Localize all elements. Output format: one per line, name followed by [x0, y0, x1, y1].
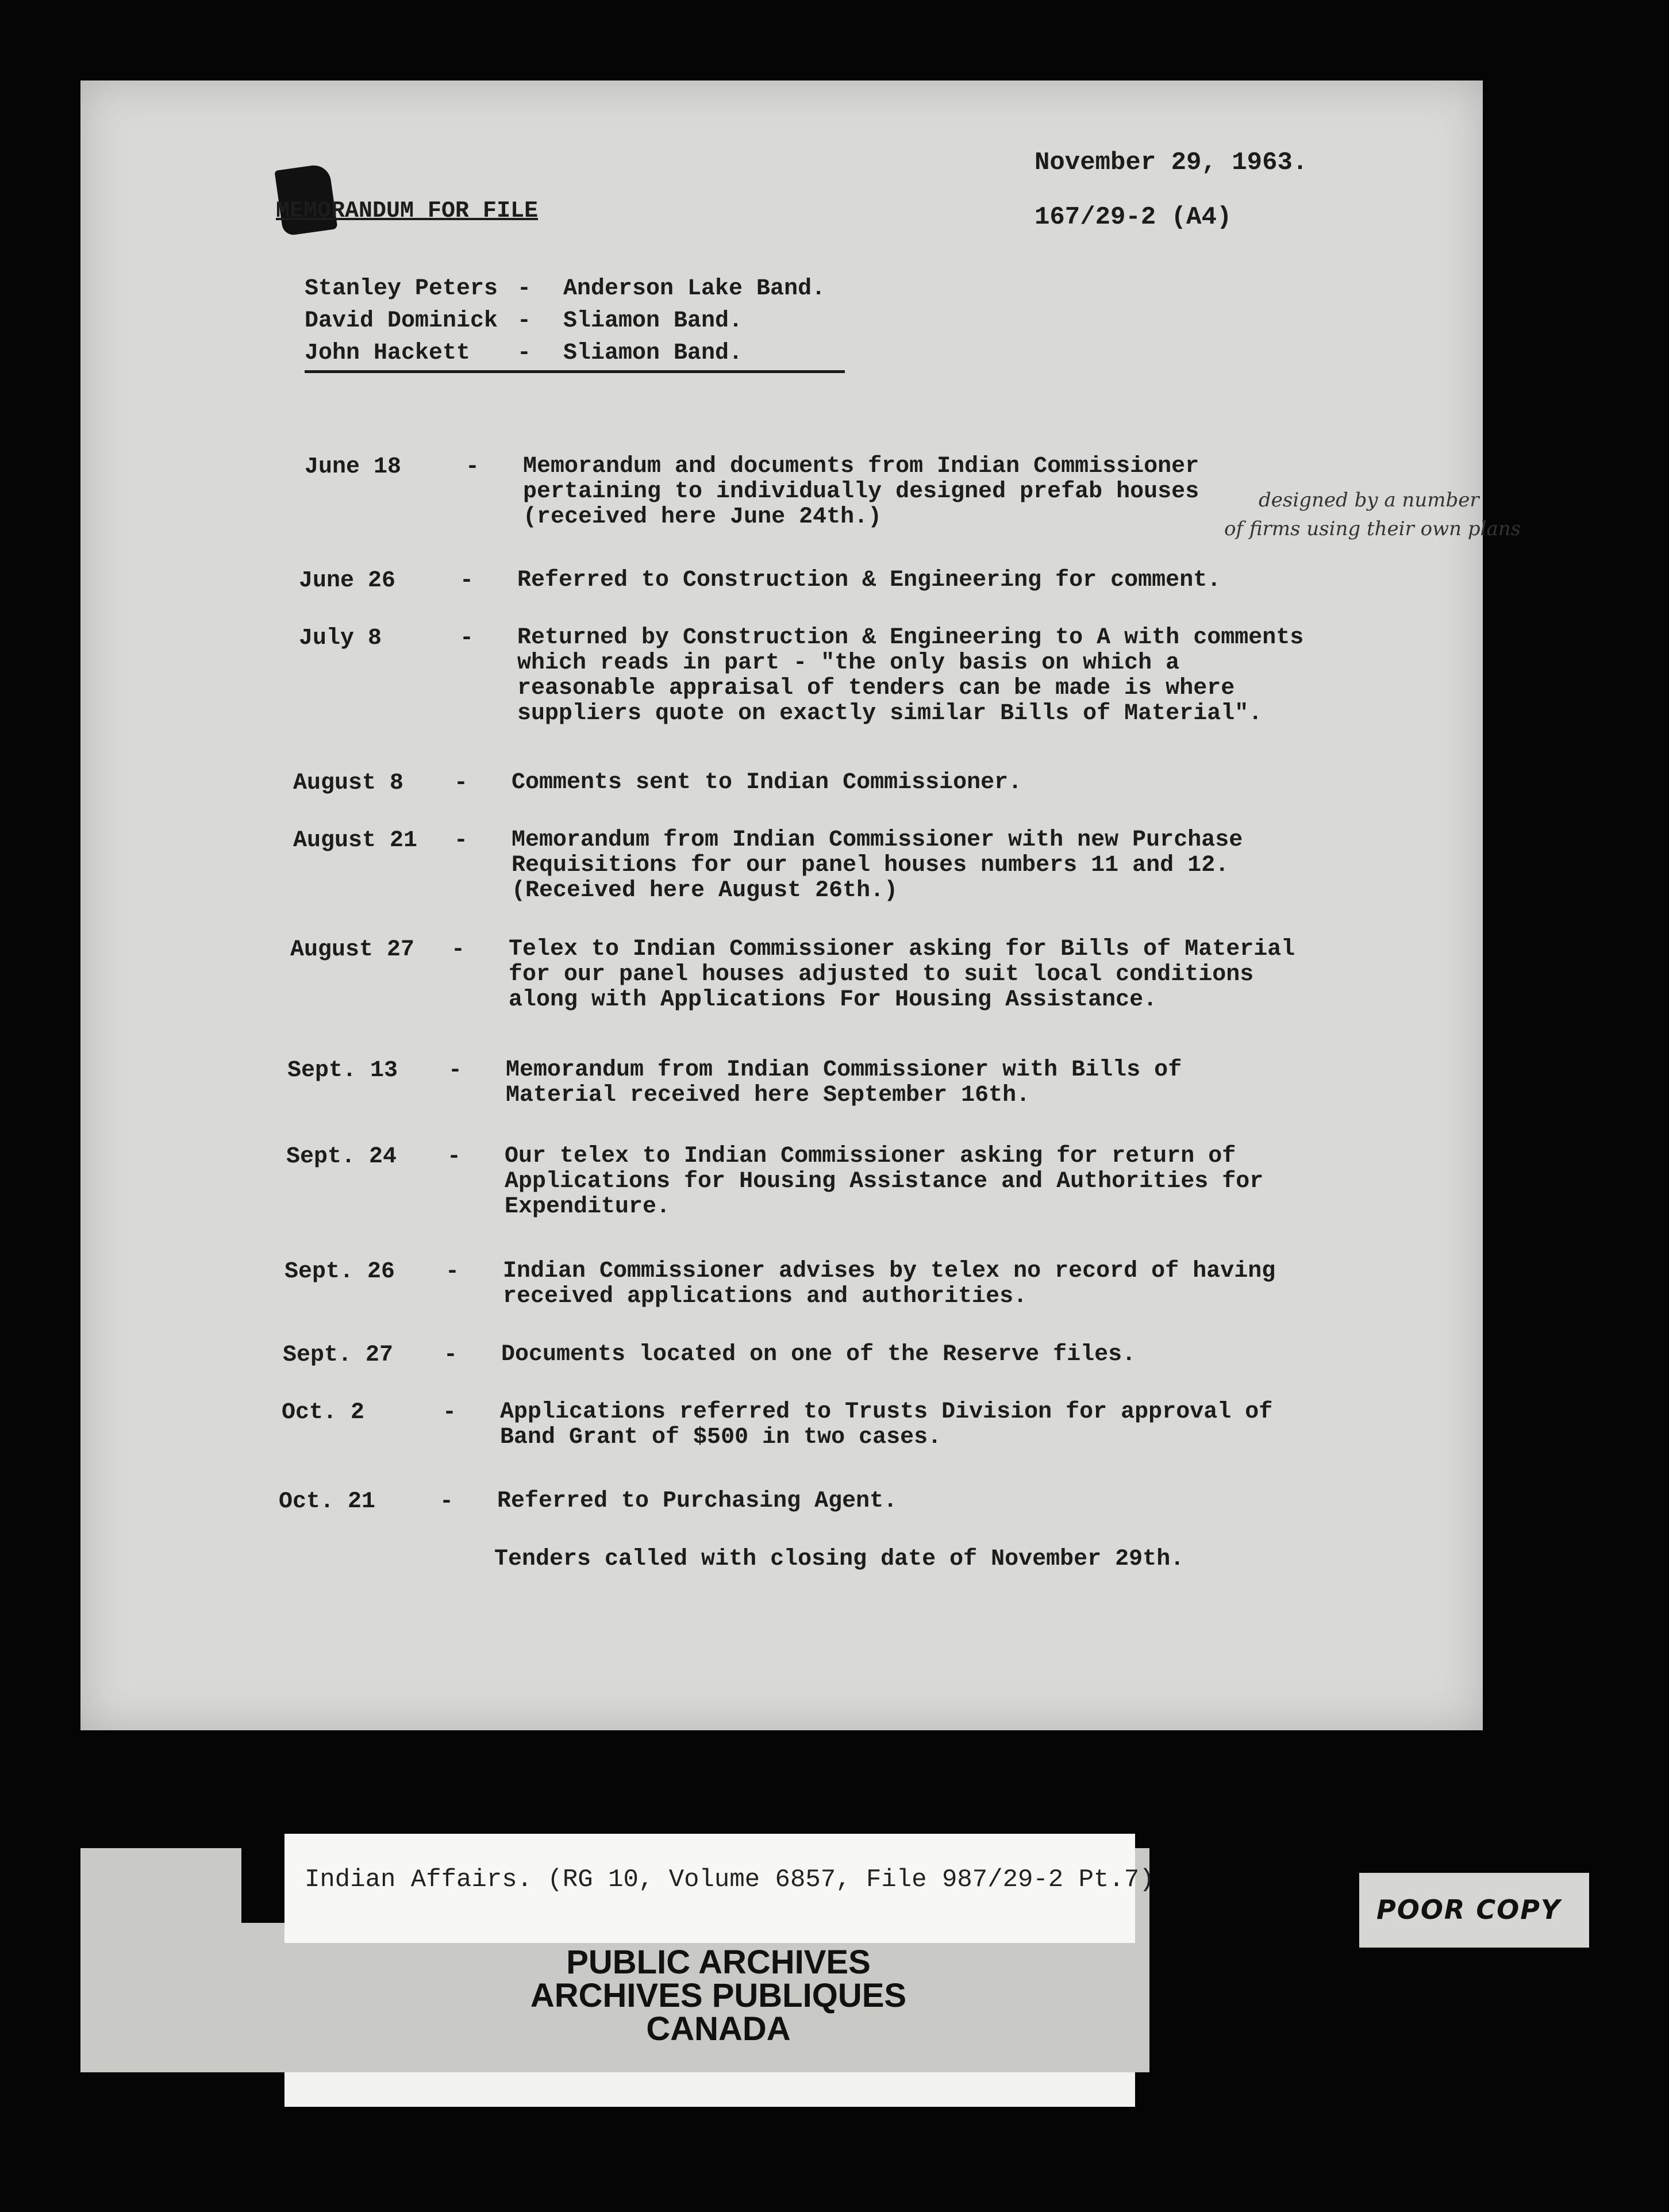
entry-line: Documents located on one of the Reserve files. — [501, 1342, 1136, 1368]
entry-text — [501, 1342, 1136, 1368]
entry-line: Memorandum from Indian Commissioner with Bills of — [506, 1057, 1182, 1083]
entry-date: Oct. 21 — [279, 1489, 376, 1515]
entry-dash: - — [451, 937, 466, 963]
entry-date: July 8 — [299, 625, 382, 651]
entry-text — [512, 770, 1022, 796]
entry-line: Telex to Indian Commissioner asking for Bills of Material — [509, 936, 1295, 962]
people-list — [305, 276, 914, 372]
entry-dash: - — [454, 770, 468, 796]
person-name: John Hackett — [305, 340, 471, 366]
person-band: Anderson Lake Band. — [563, 276, 826, 302]
entry-line: Referred to Construction & Engineering for comment. — [517, 567, 1221, 593]
entry-line: Comments sent to Indian Commissioner. — [512, 770, 1022, 796]
entry-date: Sept. 13 — [287, 1058, 398, 1084]
person-row — [305, 276, 914, 308]
person-separator: - — [517, 340, 532, 366]
handwritten-note-line: of firms using their own plans — [1224, 517, 1521, 540]
entry-dash: - — [466, 454, 480, 480]
entry-date: Oct. 2 — [282, 1400, 365, 1426]
archives-stamp-line: ARCHIVES PUBLIQUES — [530, 1977, 907, 2014]
entry-text — [517, 568, 1221, 593]
entry-line: Memorandum and documents from Indian Commissioner — [523, 454, 1199, 479]
entry-text — [523, 454, 1199, 530]
label-notch — [241, 1848, 284, 1923]
entry-line: (received here June 24th.) — [523, 504, 882, 530]
entry-line: Memorandum from Indian Commissioner with new Purchase — [512, 827, 1243, 853]
memo-page — [80, 80, 1521, 1730]
memo-heading: MEMORANDUM FOR FILE — [276, 198, 539, 224]
person-separator: - — [517, 276, 532, 302]
entry-date: August 21 — [293, 828, 418, 854]
file-number: 167/29-2 (A4) — [1035, 203, 1232, 232]
entry-text — [500, 1400, 1272, 1450]
entry-text — [506, 1058, 1182, 1108]
archives-stamp-line: PUBLIC ARCHIVES — [566, 1944, 871, 1981]
person-band: Sliamon Band. — [563, 308, 743, 334]
entry-dash: - — [440, 1489, 454, 1515]
entry-text — [512, 828, 1243, 904]
entry-line: which reads in part - "the only basis on which a — [517, 650, 1180, 676]
entry-line: Expenditure. — [505, 1194, 671, 1220]
entry-line: Indian Commissioner advises by telex no record of having — [503, 1258, 1276, 1284]
archive-reference: Indian Affairs. (RG 10, Volume 6857, File 987/29-2 Pt.7) — [305, 1865, 1155, 1894]
label-bottom-strip — [284, 2072, 1135, 2107]
entry-line: Applications for Housing Assistance and Authorities for — [505, 1169, 1264, 1195]
entry-text — [517, 625, 1303, 727]
entry-text — [505, 1144, 1263, 1220]
archives-stamp-line: CANADA — [646, 2010, 791, 2048]
entry-line: suppliers quote on exactly similar Bills of Material". — [517, 701, 1263, 727]
entry-dash: - — [448, 1058, 463, 1084]
person-name: Stanley Peters — [305, 276, 498, 302]
entry-line: Material received here September 16th. — [506, 1082, 1030, 1108]
memo-date: November 29, 1963. — [1035, 148, 1308, 177]
entry-dash: - — [454, 828, 468, 854]
entry-line: reasonable appraisal of tenders can be made is where — [517, 675, 1235, 701]
entry-line: Returned by Construction & Engineering to A with comments — [517, 625, 1304, 651]
entry-dash: - — [447, 1144, 462, 1170]
entry-dash: - — [445, 1259, 460, 1285]
entry-text — [509, 937, 1295, 1013]
entry-dash: - — [460, 625, 474, 651]
handwritten-note-line: designed by a number — [1259, 489, 1479, 512]
entry-line: received applications and authorities. — [503, 1284, 1028, 1309]
entry-date: Sept. 27 — [283, 1342, 394, 1368]
person-name: David Dominick — [305, 308, 498, 334]
entry-line: along with Applications For Housing Assistance. — [509, 987, 1157, 1013]
entry-date: August 8 — [293, 770, 404, 796]
entry-line: Requisitions for our panel houses numbers 11 and 12. — [512, 852, 1229, 878]
person-separator: - — [517, 308, 532, 334]
entry-date: Sept. 24 — [286, 1144, 397, 1170]
people-underline — [305, 370, 845, 373]
entry-line: for our panel houses adjusted to suit local conditions — [509, 962, 1254, 988]
entry-line: Our telex to Indian Commissioner asking for return of — [505, 1143, 1236, 1169]
entry-line: pertaining to individually designed prefab houses — [523, 479, 1199, 505]
archives-stamp — [402, 1946, 1035, 2046]
poor-copy-text: POOR COPY — [1376, 1894, 1562, 1925]
entry-dash: - — [444, 1342, 458, 1368]
person-row — [305, 340, 914, 372]
person-band: Sliamon Band. — [563, 340, 743, 366]
entry-line: Referred to Purchasing Agent. — [497, 1488, 898, 1514]
entry-text — [497, 1489, 897, 1514]
entry-dash: - — [443, 1400, 457, 1426]
entry-date: Sept. 26 — [284, 1259, 395, 1285]
entry-text — [503, 1259, 1275, 1309]
entry-date: June 26 — [299, 568, 396, 594]
person-row — [305, 308, 914, 340]
entry-line: (Received here August 26th.) — [512, 878, 898, 904]
entry-line: Applications referred to Trusts Division for approval of — [500, 1399, 1273, 1425]
closing-line: Tenders called with closing date of November 29th. — [494, 1546, 1185, 1572]
entry-line: Band Grant of $500 in two cases. — [500, 1424, 942, 1450]
entry-date: June 18 — [305, 454, 402, 480]
entry-dash: - — [460, 568, 474, 594]
entry-date: August 27 — [290, 937, 415, 963]
